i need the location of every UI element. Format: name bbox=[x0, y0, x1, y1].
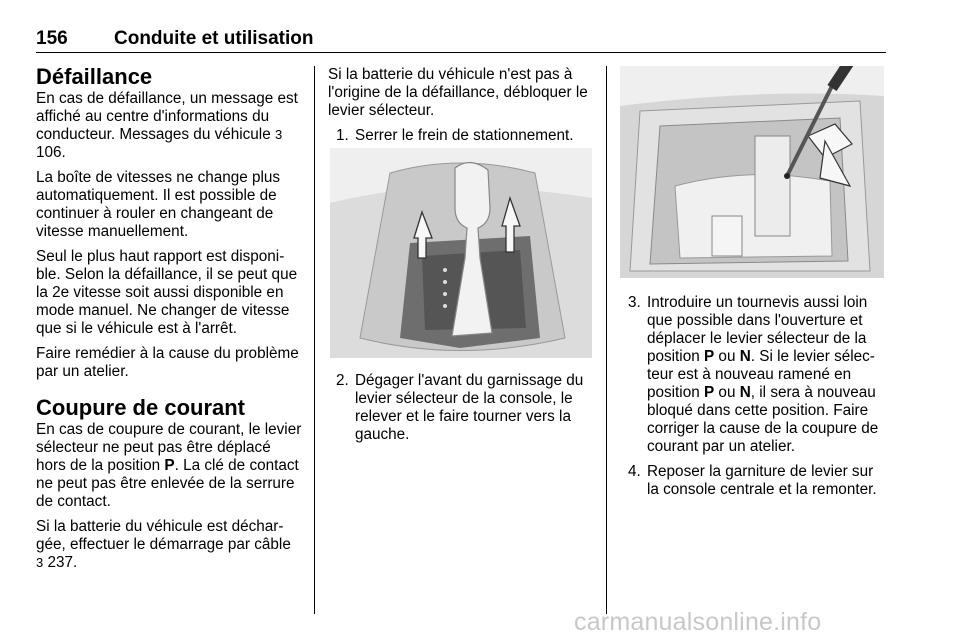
step-text: Reposer la garniture de levier sur la console centrale et la remonter. bbox=[647, 463, 877, 498]
page-ref-icon: 3 bbox=[36, 555, 44, 570]
heading-failure: Défaillance bbox=[36, 64, 153, 89]
step-text: Introduire un tournevis aussi loin que possible dans l'ouverture et déplacer le levier sélecteur de la position bbox=[647, 294, 868, 365]
step-number: 2. bbox=[336, 372, 349, 389]
step-1 bbox=[328, 127, 592, 145]
column-divider-right bbox=[606, 66, 607, 614]
page-number: 156 bbox=[36, 28, 68, 49]
middle-column bbox=[328, 66, 592, 152]
text: Si la batterie du véhicule est déchargée, effectuer le démarrage par câble bbox=[36, 518, 291, 553]
paragraph-power-cut bbox=[36, 421, 302, 511]
column-divider-left bbox=[314, 66, 315, 614]
paragraph-workshop: Faire remédier à la cause du problème par un atelier. bbox=[36, 345, 299, 380]
middle-column-continued bbox=[328, 372, 594, 451]
steps-list-1 bbox=[328, 127, 592, 145]
watermark: carmanualsonline.info bbox=[574, 608, 822, 636]
text: . La clé de contact ne peut pas être enlevée de la serrure de contact. bbox=[36, 457, 299, 510]
page-header bbox=[36, 28, 886, 52]
section-title: Conduite et utilisation bbox=[114, 28, 314, 49]
header-rule bbox=[36, 52, 886, 53]
paragraph-unlock-intro: Si la batterie du véhicule n'est pas à l'origine de la défaillance, débloquer le levier sélecteur. bbox=[328, 66, 588, 119]
text: En cas de coupure de courant, le levier sélecteur ne peut pas être déplacé hors de la position bbox=[36, 421, 302, 474]
page-ref-icon: 3 bbox=[274, 127, 283, 142]
position-n: N bbox=[739, 384, 751, 401]
gear-lever-illustration bbox=[330, 148, 592, 358]
paragraph-gears: Seul le plus haut rapport est disponible. Selon la défaillance, il se peut que la 2e vitesse soit aussi disponible en mode manuel. Ne changer de vitesse que si le véhicule est à l'arrêt. bbox=[36, 248, 298, 337]
step-number: 4. bbox=[628, 463, 641, 480]
paragraph-no-shift: La boîte de vitesses ne change plus automatiquement. Il est possible de continuer à rouler en changeant de vitesse manuellement. bbox=[36, 169, 281, 240]
step-text: . Si le levier sélecteur est à nouveau ramené en position bbox=[647, 348, 875, 401]
step-number: 1. bbox=[336, 127, 349, 144]
position-n: N bbox=[739, 348, 751, 365]
position-p: P bbox=[703, 384, 715, 401]
left-column bbox=[36, 64, 302, 579]
position-p: P bbox=[703, 348, 715, 365]
step-4 bbox=[620, 463, 886, 499]
page-ref[interactable]: 106. bbox=[36, 144, 66, 161]
step-text: Serrer le frein de stationnement. bbox=[355, 127, 574, 144]
paragraph-jump-start bbox=[36, 518, 302, 572]
steps-list-3 bbox=[620, 294, 886, 499]
steps-list-2 bbox=[328, 372, 594, 444]
page-ref[interactable]: 237. bbox=[43, 554, 78, 571]
screwdriver-drawing bbox=[620, 66, 884, 278]
step-text: , il sera à nouveau bloqué dans cette position. Faire corriger la cause de la coupure de courant par un atelier. bbox=[647, 384, 879, 455]
text: ou bbox=[714, 384, 740, 401]
step-number: 3. bbox=[628, 294, 641, 311]
step-3 bbox=[620, 294, 886, 456]
step-2 bbox=[328, 372, 594, 444]
right-column bbox=[620, 294, 886, 506]
paragraph-failure-message bbox=[36, 90, 302, 162]
text: ou bbox=[714, 348, 740, 365]
screwdriver-illustration bbox=[620, 66, 884, 278]
heading-power-cut: Coupure de courant bbox=[36, 395, 246, 420]
gear-lever-drawing bbox=[330, 148, 592, 358]
step-text: Dégager l'avant du garnissage du levier sélecteur de la console, le relever et le faire tourner vers la gauche. bbox=[355, 372, 584, 443]
text: En cas de défaillance, un message est affiché au centre d'informations du conducteur. Messages du véhicule bbox=[36, 90, 298, 143]
position-p: P bbox=[164, 457, 175, 474]
